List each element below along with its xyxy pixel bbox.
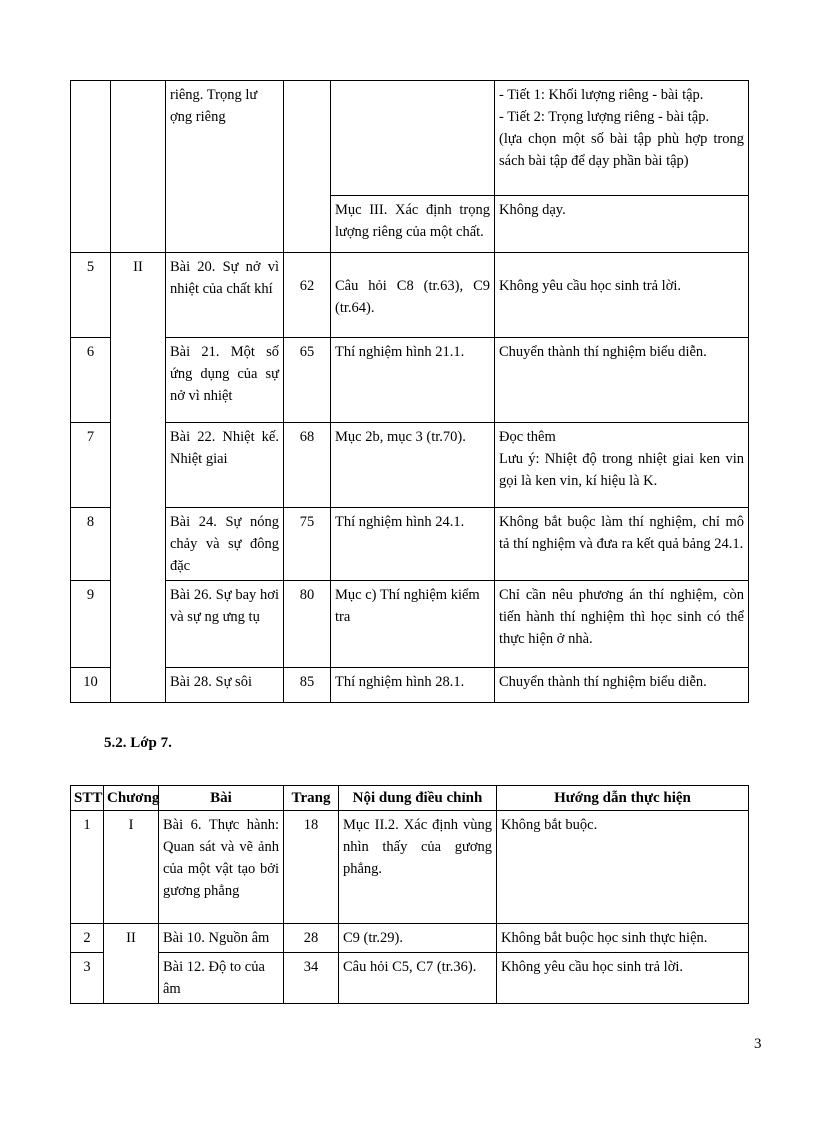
lesson-cell: riêng. Trọng lư ợng riêng [166, 81, 284, 253]
page-cell: 28 [284, 924, 339, 953]
page-cell: 68 [284, 423, 331, 508]
chapter-cell [111, 338, 166, 423]
table-row [71, 508, 749, 581]
lesson-cell: Bài 22. Nhiệt kế. Nhiệt giai [166, 423, 284, 508]
stt-cell [71, 81, 111, 253]
guidance-line: Đọc thêm [499, 429, 556, 445]
page-cell: 65 [284, 338, 331, 423]
guidance-cell: Chuyển thành thí nghiệm biểu diễn. [495, 338, 749, 423]
guidance-cell: Không yêu cầu học sinh trả lời. [497, 953, 749, 1004]
guidance-cell: Không bắt buộc học sinh thực hiện. [497, 924, 749, 953]
table-row [71, 668, 749, 703]
content-cell: Câu hỏi C5, C7 (tr.36). [339, 953, 497, 1004]
table-row [71, 338, 749, 423]
adjustment-table-grade7 [70, 785, 749, 1004]
chapter-cell: II [104, 924, 159, 953]
stt-cell: 2 [71, 924, 104, 953]
page-cell: 75 [284, 508, 331, 581]
table-row [71, 423, 749, 508]
lesson-cell: Bài 12. Độ to của âm [159, 953, 284, 1004]
table-row [71, 924, 749, 953]
stt-cell: 9 [71, 581, 111, 668]
content-cell: Mục 2b, mục 3 (tr.70). [331, 423, 495, 508]
lesson-cell: Bài 6. Thực hành: Quan sát và vẽ ảnh của một vật tạo bởi gương phẳng [159, 811, 284, 924]
content-cell: C9 (tr.29). [339, 924, 497, 953]
table-row [71, 81, 749, 196]
lesson-cell: Bài 28. Sự sôi [166, 668, 284, 703]
guidance-cell: Không bắt buộc. [497, 811, 749, 924]
lesson-cell: Bài 20. Sự nở vì nhiệt của chất khí [166, 253, 284, 338]
guidance-cell [495, 81, 749, 196]
guidance-cell: Chuyển thành thí nghiệm biểu diễn. [495, 668, 749, 703]
guidance-line: (lựa chọn một số bài tập phù hợp trong sách bài tập để dạy phần bài tập) [499, 131, 744, 169]
lesson-cell: Bài 24. Sự nóng chảy và sự đông đặc [166, 508, 284, 581]
section-heading: 5.2. Lớp 7. [104, 735, 172, 751]
chapter-cell: II [111, 253, 166, 338]
lesson-cell: Bài 26. Sự bay hơi và sự ng ưng tụ [166, 581, 284, 668]
column-header: Chương [104, 786, 159, 811]
guidance-cell: Không dạy. [495, 196, 749, 253]
chapter-cell [111, 423, 166, 508]
page-cell: 34 [284, 953, 339, 1004]
page-cell: 18 [284, 811, 339, 924]
guidance-cell: Chỉ cần nêu phương án thí nghiệm, còn tiến hành thí nghiệm thì học sinh có thể thực hiện ở nhà. [495, 581, 749, 668]
stt-cell: 6 [71, 338, 111, 423]
content-cell: Thí nghiệm hình 24.1. [331, 508, 495, 581]
stt-cell: 8 [71, 508, 111, 581]
page-cell: 85 [284, 668, 331, 703]
content-cell: Mục c) Thí nghiệm kiểm tra [331, 581, 495, 668]
column-header: Bài [159, 786, 284, 811]
chapter-cell [111, 668, 166, 703]
chapter-cell [104, 953, 159, 1004]
page-number: 3 [754, 1036, 762, 1052]
guidance-line: - Tiết 2: Trọng lượng riêng - bài tập. [499, 109, 710, 125]
stt-cell: 7 [71, 423, 111, 508]
chapter-cell [111, 81, 166, 253]
table-header-row [71, 786, 749, 811]
guidance-cell: Không yêu cầu học sinh trả lời. [495, 253, 749, 338]
content-cell: Câu hỏi C8 (tr.63), C9 (tr.64). [331, 253, 495, 338]
table-row [71, 581, 749, 668]
column-header: Hướng dẫn thực hiện [497, 786, 749, 811]
column-header: Nội dung điều chỉnh [339, 786, 497, 811]
content-cell: Mục III. Xác định trọng lượng riêng của một chất. [331, 196, 495, 253]
adjustment-table-grade6 [70, 80, 749, 703]
column-header: Trang [284, 786, 339, 811]
guidance-line: - Tiết 1: Khối lượng riêng - bài tập. [499, 87, 704, 103]
stt-cell: 1 [71, 811, 104, 924]
guidance-line: Lưu ý: Nhiệt độ trong nhiệt giai ken vin gọi là ken vin, kí hiệu là K. [499, 451, 744, 489]
page-cell [284, 81, 331, 253]
page-cell: 80 [284, 581, 331, 668]
content-cell: Thí nghiệm hình 28.1. [331, 668, 495, 703]
chapter-cell [111, 508, 166, 581]
content-cell: Mục II.2. Xác định vùng nhìn thấy của gương phẳng. [339, 811, 497, 924]
table-row [71, 811, 749, 924]
chapter-cell: I [104, 811, 159, 924]
lesson-cell: Bài 21. Một số ứng dụng của sự nở vì nhiệt [166, 338, 284, 423]
table-row [71, 953, 749, 1004]
page-cell: 62 [284, 253, 331, 338]
chapter-cell [111, 581, 166, 668]
column-header: STT [71, 786, 104, 811]
stt-cell: 5 [71, 253, 111, 338]
content-cell: Thí nghiệm hình 21.1. [331, 338, 495, 423]
stt-cell: 10 [71, 668, 111, 703]
guidance-cell: Không bắt buộc làm thí nghiệm, chỉ mô tả thí nghiệm và đưa ra kết quả bảng 24.1. [495, 508, 749, 581]
table-row [71, 253, 749, 338]
content-cell [331, 81, 495, 196]
lesson-cell: Bài 10. Nguồn âm [159, 924, 284, 953]
stt-cell: 3 [71, 953, 104, 1004]
guidance-cell [495, 423, 749, 508]
